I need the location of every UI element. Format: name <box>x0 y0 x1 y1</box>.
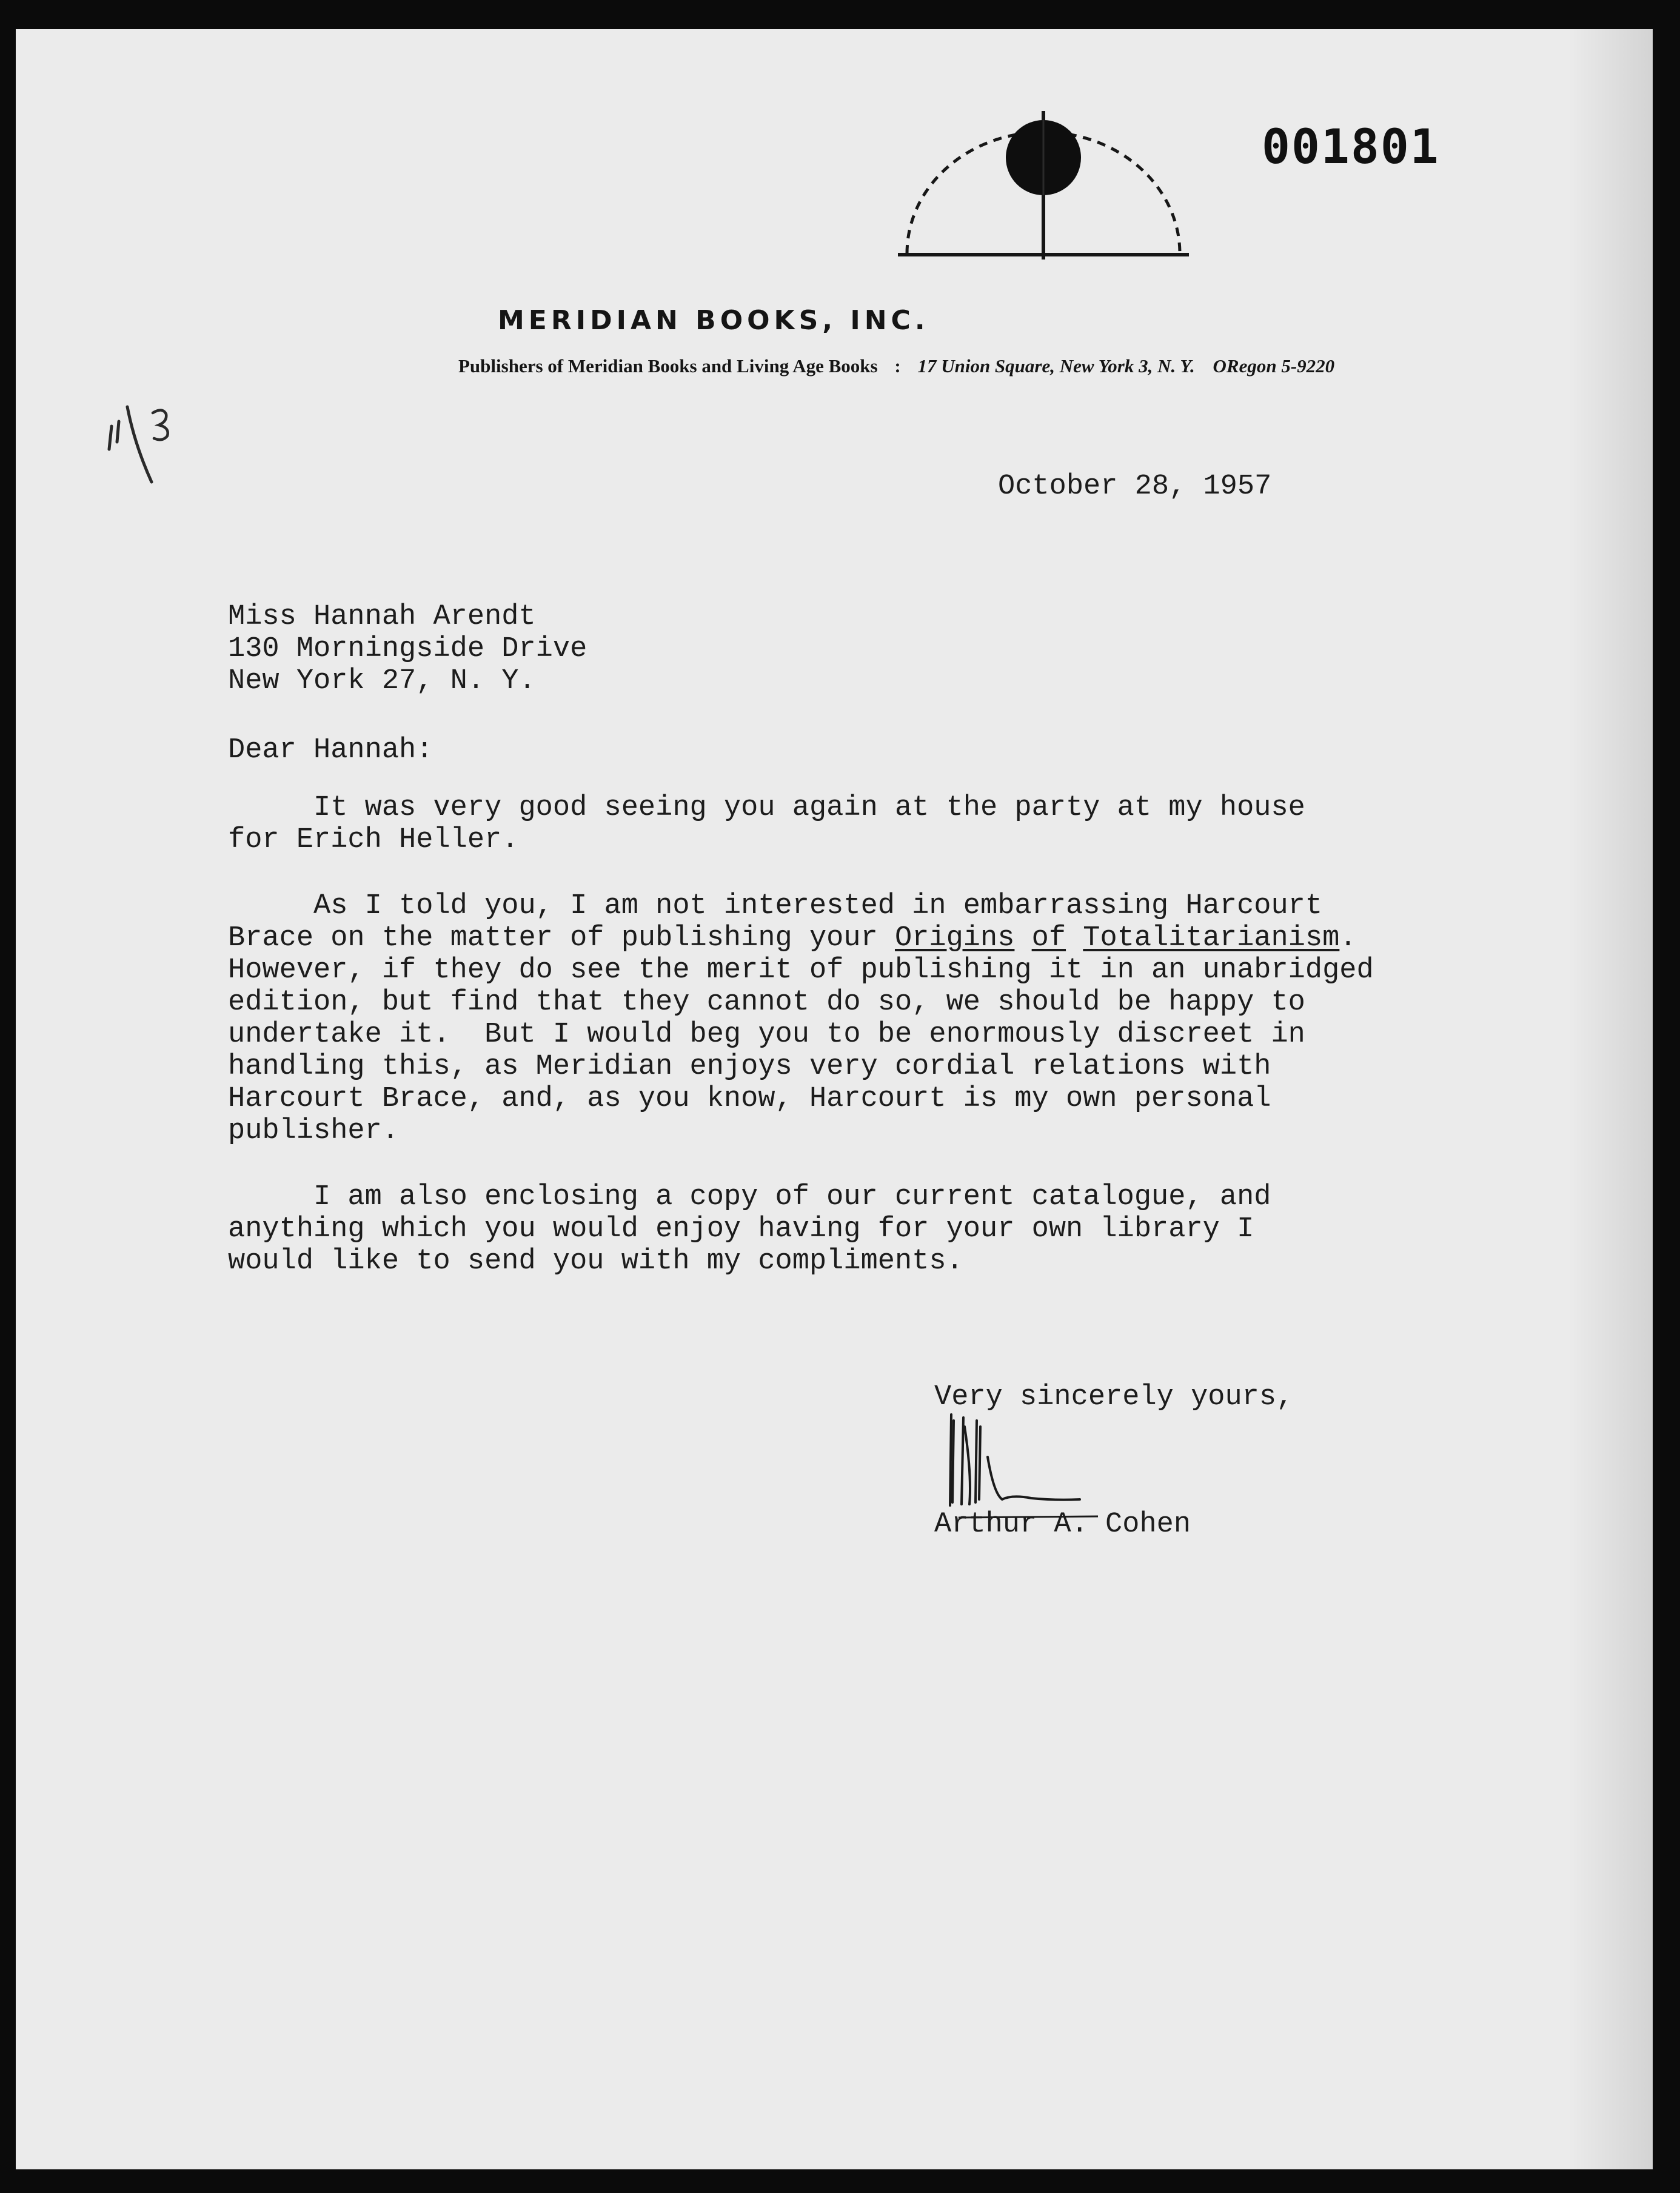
signer-name: Arthur A. Cohen <box>934 1508 1191 1541</box>
page-shadow <box>1568 29 1653 2169</box>
publisher-phone: ORegon 5-9220 <box>1213 355 1335 377</box>
recipient-city: New York 27, N. Y. <box>228 665 536 697</box>
text-line: I am also enclosing a copy of our current catalogue, and <box>228 1181 1271 1213</box>
book-title-of: of <box>1031 922 1066 954</box>
text-line: undertake it. But I would beg you to be enormously discreet in <box>228 1019 1305 1051</box>
paragraph-3 <box>228 1181 1271 1277</box>
text-line: anything which you would enjoy having for your own library I <box>228 1213 1254 1245</box>
publisher-description: Publishers of Meridian Books and Living Age Books <box>458 355 878 377</box>
text-line: publisher. <box>228 1115 400 1147</box>
handwritten-margin-note <box>101 402 186 493</box>
book-title-origins: Origins <box>894 922 1015 954</box>
paragraph-1 <box>228 792 1305 856</box>
meridian-sun-semicircle-icon <box>892 108 1195 284</box>
recipient-name: Miss Hannah Arendt <box>228 601 536 633</box>
company-name: MERIDIAN BOOKS, INC. <box>498 305 929 336</box>
text-line: would like to send you with my compliments. <box>228 1245 963 1277</box>
text-line-with-title: Brace on the matter of publishing your Origins of Totalitarianism. <box>228 922 1357 954</box>
document-number: 001801 <box>1262 120 1440 175</box>
recipient-address <box>228 601 587 697</box>
paragraph-2 <box>228 890 1374 1147</box>
letter-date: October 28, 1957 <box>998 470 1272 503</box>
publisher-address: 17 Union Square, New York 3, N. Y. <box>917 355 1195 377</box>
text-line: Harcourt Brace, and, as you know, Harcourt is my own personal <box>228 1083 1271 1115</box>
text-line: for Erich Heller. <box>228 824 519 856</box>
letterhead-tagline <box>458 355 1334 377</box>
text-line: As I told you, I am not interested in embarrassing Harcourt <box>228 890 1323 922</box>
separator: : <box>894 355 901 377</box>
text-fragment: Brace on the matter of publishing your <box>228 922 895 954</box>
recipient-street: 130 Morningside Drive <box>228 633 587 665</box>
letter-page <box>16 29 1653 2169</box>
salutation: Dear Hannah: <box>228 734 433 766</box>
text-line: It was very good seeing you again at the party at my house <box>228 792 1305 824</box>
text-line: edition, but find that they cannot do so, we should be happy to <box>228 986 1305 1019</box>
text-line: handling this, as Meridian enjoys very cordial relations with <box>228 1051 1271 1083</box>
book-title-totalitarianism: Totalitarianism <box>1083 922 1340 954</box>
closing: Very sincerely yours, <box>934 1381 1294 1413</box>
text-line: However, if they do see the merit of publishing it in an unabridged <box>228 954 1374 986</box>
